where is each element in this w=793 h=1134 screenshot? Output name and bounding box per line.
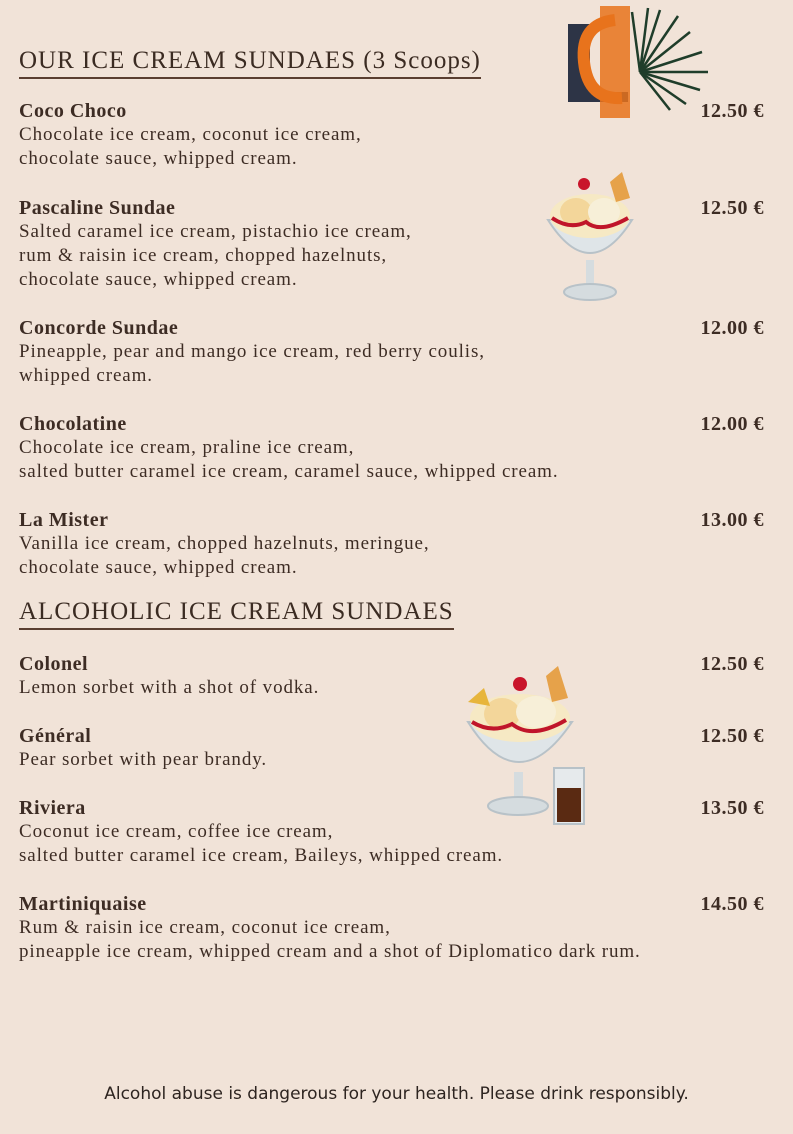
item-desc-line: Lemon sorbet with a shot of vodka. [19,677,320,698]
item-name: Riviera [19,797,86,819]
item-desc-line: Vanilla ice cream, chopped hazelnuts, meringue, [19,533,430,554]
item-price: 12.50 € [700,725,764,747]
menu-item [19,652,764,700]
item-price: 12.00 € [700,413,764,435]
item-desc-line: Chocolate ice cream, coconut ice cream, [19,124,362,145]
menu-item [19,892,764,964]
menu-item [19,316,764,388]
item-desc-line: Rum & raisin ice cream, coconut ice cream, [19,917,391,938]
footer-notice: Alcohol abuse is dangerous for your health. Please drink responsibly. [104,1084,689,1104]
item-desc-line: chocolate sauce, whipped cream. [19,557,298,578]
item-price: 12.00 € [700,317,764,339]
item-desc-line: Coconut ice cream, coffee ice cream, [19,821,334,842]
menu-item [19,724,764,772]
menu-item [19,796,764,868]
menu-item [19,508,764,580]
item-desc-line: rum & raisin ice cream, chopped hazelnuts, [19,245,388,266]
item-name: Pascaline Sundae [19,197,176,219]
item-price: 13.50 € [700,797,764,819]
item-name: Concorde Sundae [19,317,179,339]
section-title-sundaes: OUR ICE CREAM SUNDAES (3 Scoops) [19,47,481,79]
item-desc-line: Pear sorbet with pear brandy. [19,749,268,770]
item-price: 12.50 € [700,197,764,219]
item-price: 14.50 € [700,893,764,915]
item-price: 12.50 € [700,653,764,675]
item-name: Colonel [19,653,89,675]
item-desc-line: Pineapple, pear and mango ice cream, red berry coulis, [19,341,485,362]
menu-item [19,412,764,484]
item-name: Martiniquaise [19,893,147,915]
menu-item [19,196,764,292]
item-desc-line: chocolate sauce, whipped cream. [19,269,298,290]
item-desc-line: pineapple ice cream, whipped cream and a shot of Diplomatico dark rum. [19,941,641,962]
item-desc-line: chocolate sauce, whipped cream. [19,148,298,169]
item-desc-line: salted butter caramel ice cream, caramel sauce, whipped cream. [19,461,559,482]
item-desc-line: salted butter caramel ice cream, Baileys, whipped cream. [19,845,504,866]
item-name: Coco Choco [19,100,127,122]
item-price: 12.50 € [700,100,764,122]
menu-item [19,99,764,171]
item-desc-line: Chocolate ice cream, praline ice cream, [19,437,355,458]
item-name: Général [19,725,92,747]
section-title-alcoholic: ALCOHOLIC ICE CREAM SUNDAES [19,598,454,630]
item-price: 13.00 € [700,509,764,531]
item-name: La Mister [19,509,109,531]
item-desc-line: Salted caramel ice cream, pistachio ice cream, [19,221,412,242]
item-desc-line: whipped cream. [19,365,153,386]
item-name: Chocolatine [19,413,127,435]
